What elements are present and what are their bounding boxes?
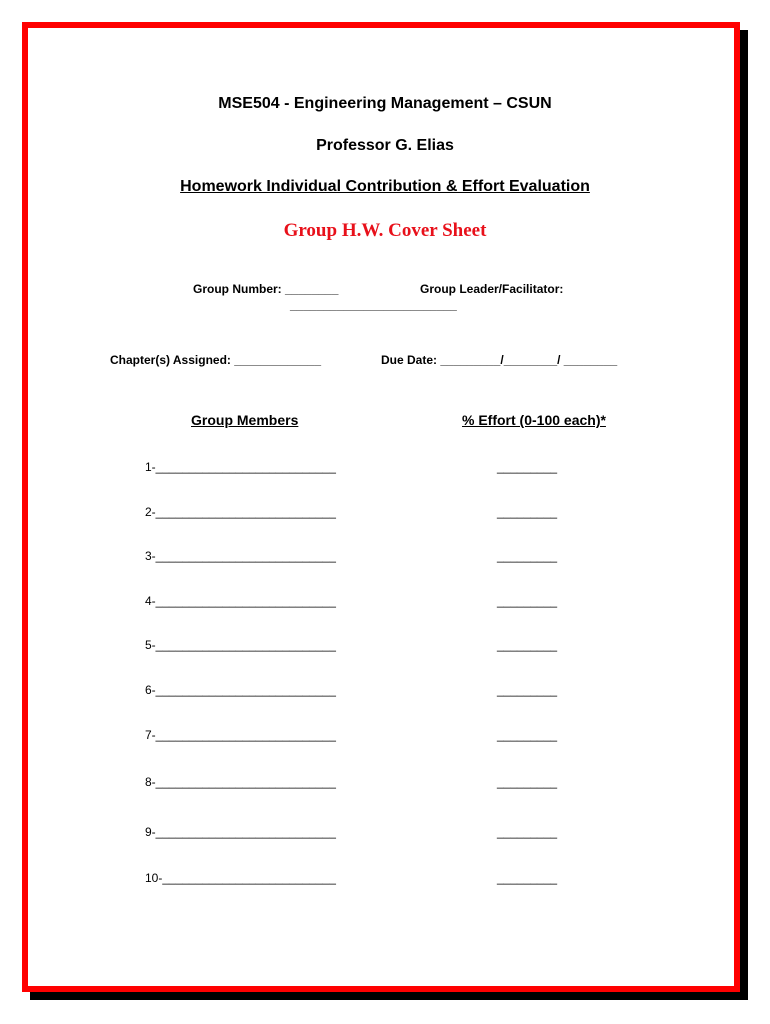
member-line-10: 10-__________________________ <box>145 871 336 885</box>
effort-line-3: _________ <box>497 549 558 563</box>
effort-header: % Effort (0-100 each)* <box>462 412 606 428</box>
professor-name: Professor G. Elias <box>316 137 454 154</box>
effort-line-2: _________ <box>497 505 558 519</box>
member-line-9: 9-___________________________ <box>145 825 336 839</box>
course-title: MSE504 - Engineering Management – CSUN <box>218 95 552 112</box>
member-line-4: 4-___________________________ <box>145 594 336 608</box>
member-line-2: 2-___________________________ <box>145 505 336 519</box>
member-line-5: 5-___________________________ <box>145 638 336 652</box>
effort-line-9: _________ <box>497 825 558 839</box>
member-line-1: 1-___________________________ <box>145 460 336 474</box>
group-members-header: Group Members <box>191 412 299 428</box>
effort-line-1: _________ <box>497 460 558 474</box>
chapters-assigned-field: Chapter(s) Assigned: _____________ <box>110 353 321 367</box>
page-border <box>22 22 740 992</box>
effort-line-10: _________ <box>497 871 558 885</box>
group-number-field: Group Number: ________ <box>193 282 339 296</box>
due-date-field: Due Date: _________/________/ ________ <box>381 353 618 367</box>
cover-sheet-title: Group H.W. Cover Sheet <box>283 220 487 241</box>
effort-line-7: _________ <box>497 728 558 742</box>
member-line-7: 7-___________________________ <box>145 728 336 742</box>
member-line-3: 3-___________________________ <box>145 549 336 563</box>
effort-line-6: _________ <box>497 683 558 697</box>
group-leader-label: Group Leader/Facilitator: <box>420 282 564 296</box>
effort-line-4: _________ <box>497 594 558 608</box>
member-line-6: 6-___________________________ <box>145 683 336 697</box>
effort-line-8: _________ <box>497 775 558 789</box>
member-line-8: 8-___________________________ <box>145 775 336 789</box>
evaluation-title: Homework Individual Contribution & Effort Evaluation <box>180 178 590 195</box>
group-leader-line: _________________________ <box>290 298 457 312</box>
effort-line-5: _________ <box>497 638 558 652</box>
